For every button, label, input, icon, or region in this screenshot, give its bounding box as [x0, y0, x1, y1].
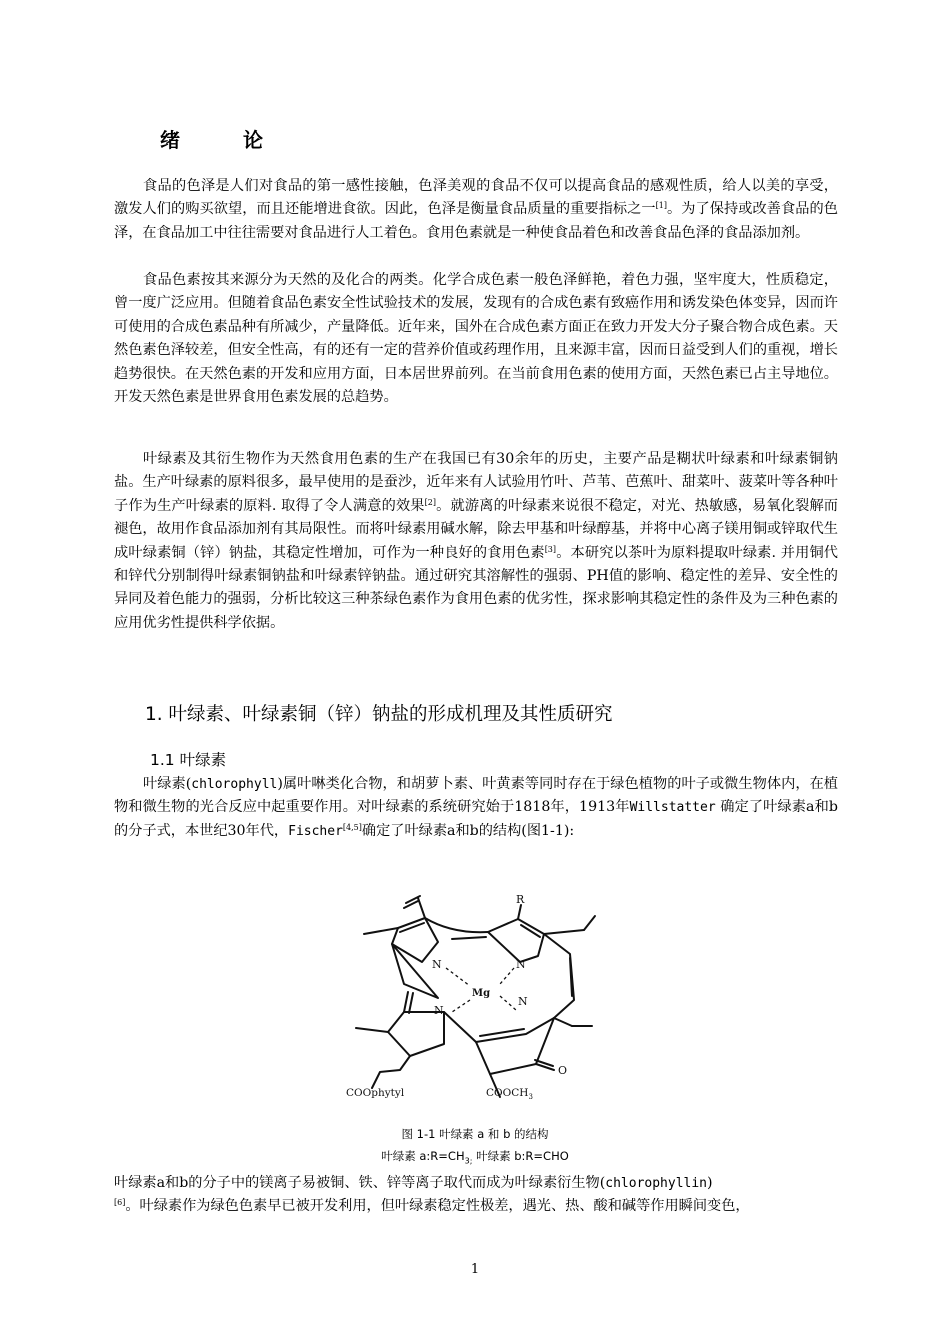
term-chlorophyll: chlorophyll	[191, 777, 278, 792]
page-title: 绪 论	[160, 128, 291, 152]
intro-paragraph-2: 食品色素按其来源分为天然的及化合的两类。化学合成色素一般色泽鲜艳，着色力强，坚牢度大，性质稳定，曾一度广泛应用。但随着食品色素安全性试验技术的发展，发现有的合成色素有致癌作用和诱发染色体变异，因而许可使用的合成色素品种有所减少，产量降低。近年来，国外在合成色素方面正在致力开发大分子聚合物合成色素。天然色素色泽较差，但安全性高，有的还有一定的营养价值或药理作用，且来源丰富，因而日益受到人们的重视，增长趋势很快。在天然色素的开发和应用方面，日本居世界前列。在当前食用色素的使用方面，天然色素已占主导地位。开发天然色素是世界食用色素发展的总趋势。	[114, 272, 838, 406]
cooch3-label: $COOCH_3$	[486, 1087, 533, 1101]
citation-ref[interactable]: [4,5]	[342, 822, 362, 832]
paragraph-text: 叶绿素及其衍生物作为天然食用色素的生产在我国已有30余年的历史，主要产品是糊状叶绿素和叶绿素铜钠盐。生产叶绿素的原料很多，最早使用的是蚕沙，近年来有人试验用竹叶、芦苇、芭蕉叶、甜菜叶、菠菜叶等各种叶子作为生产叶绿素的原料. 取得了令人满意的效果	[114, 451, 838, 514]
paragraph-text: 食品的色泽是人们对食品的第一感性接触，色泽美观的食品不仅可以提高食品的感观性质，给人以美的享受，激发人们的购买欲望，而且还能增进食欲。因此，色泽是衡量食品质量的重要指标之一	[114, 178, 838, 218]
citation-ref[interactable]: [3]	[544, 544, 557, 554]
intro-paragraph-3	[114, 448, 838, 635]
citation-ref[interactable]: [6]	[114, 1198, 126, 1208]
section-paragraph-2	[114, 1172, 838, 1219]
nitrogen-label: N	[432, 958, 442, 971]
page-number: 1	[470, 1262, 480, 1277]
nitrogen-label: N	[434, 1004, 444, 1017]
coophytyl-label: COOphytyl	[346, 1087, 405, 1099]
name-willstatter: Willstatter	[629, 800, 716, 816]
paragraph-text: 。叶绿素作为绿色色素早已被开发利用，但叶绿素稳定性极差，遇光、热、酸和碱等作用瞬间变色，	[125, 1198, 750, 1215]
term-chlorophyllin: chlorophyllin	[605, 1176, 708, 1191]
citation-ref[interactable]: [2]	[424, 497, 437, 507]
paragraph-text: 确定了叶绿素a和b的结构(图1-1):	[361, 822, 575, 839]
name-fischer: Fischer	[288, 823, 343, 839]
section-paragraph-1	[114, 773, 838, 843]
subsection-heading: 1.1 叶绿素	[150, 751, 227, 769]
paragraph-text: 确定了叶绿素a和b的分子式，本世纪30年代，	[114, 799, 838, 839]
paragraph-text: )	[707, 1175, 713, 1191]
r-group-label: R	[516, 893, 525, 906]
paragraph-text: 叶绿素(	[143, 776, 192, 792]
paragraph-text: 叶绿素a和b的分子中的镁离子易被铜、铁、锌等离子取代而成为叶绿素衍生物(	[114, 1175, 606, 1191]
oxygen-label: O	[558, 1064, 568, 1077]
paragraph-text: 。为了保持或改善食品的色泽，在食品加工中往往需要对食品进行人工着色。食用色素就是一种使食品着色和改善食品色泽的食品添加剂。	[114, 201, 838, 241]
nitrogen-label: N	[518, 995, 528, 1008]
section-heading: 1. 叶绿素、叶绿素铜（锌）钠盐的形成机理及其性质研究	[145, 704, 613, 725]
chlorophyll-structure-figure	[340, 892, 630, 1110]
figure-caption: 图 1-1 叶绿素 a 和 b 的结构	[401, 1127, 549, 1141]
paragraph-text: 。本研究以茶叶为原料提取叶绿素. 并用铜代和锌代分别制得叶绿素铜钠盐和叶绿素锌钠盐。通过研究其溶解性的强弱、PH值的影响、稳定性的差异、安全性的异同及着色能力的强弱，分析比较这三种茶绿色素作为食用色素的优劣性，探求影响其稳定性的条件及为三种色素的应用优劣性提供科学依据。	[114, 544, 838, 631]
figure-note: 叶绿素 $a:R=CH_{3;}$ 叶绿素 b:R=CHO	[381, 1149, 569, 1166]
intro-paragraph-1	[114, 175, 838, 245]
paragraph-text: 。就游离的叶绿素来说很不稳定，对光、热敏感，易氧化裂解而褪色，故用作食品添加剂有其局限性。而将叶绿素用碱水解，除去甲基和叶绿醇基，并将中心离子镁用铜或锌取代生成叶绿素铜（锌）钠盐，其稳定性增加，可作为一种良好的食用色素	[114, 497, 838, 561]
citation-ref[interactable]: [1]	[655, 201, 667, 211]
magnesium-label: Mg	[472, 988, 491, 999]
paragraph-text: )属叶啉类化合物，和胡萝卜素、叶黄素等同时存在于绿色植物的叶子或微生物体内，在植物和微生物的光合反应中起重要作用。对叶绿素的系统研究始于1818年，1913年	[114, 776, 838, 816]
nitrogen-label: N	[516, 958, 526, 971]
